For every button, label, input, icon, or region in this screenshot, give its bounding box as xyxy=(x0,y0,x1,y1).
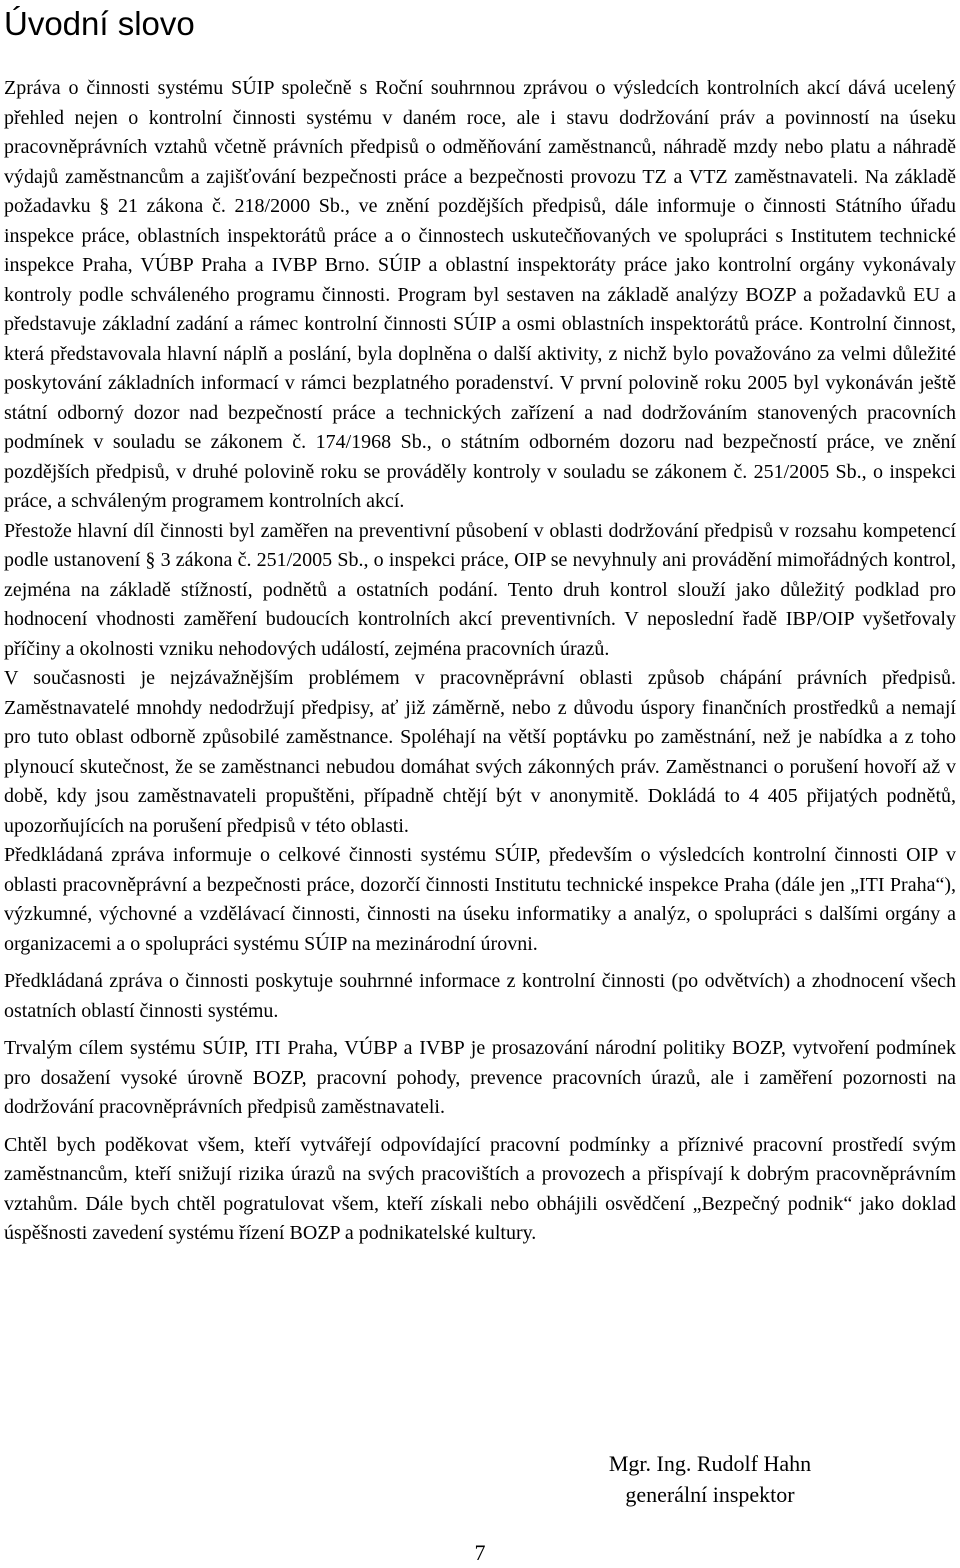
signature-role: generální inspektor xyxy=(625,1482,795,1507)
signature-block xyxy=(560,1448,860,1510)
paragraph-report-scope: Předkládaná zpráva informuje o celkové činnosti systému SÚIP, především o výsledcích kontrolní činnosti OIP v oblasti pracovněprávní a bezpečnosti práce, dozorčí činnosti Institutu technické inspekce Praha (dále jen „ITI Praha“), výzkumné, výchovné a vzdělávací činnosti, činnosti na úseku informatiky a analýz, o spolupráci s dalšími orgány a organizacemi a o spolupráci systému SÚIP na mezinárodní úrovni. xyxy=(4,844,956,955)
paragraph-summary: Předkládaná zpráva o činnosti poskytuje souhrnné informace z kontrolní činnosti (po odvětvích) a zhodnocení všech ostatních oblastí činnosti systému. xyxy=(4,970,956,1022)
document-body xyxy=(4,74,956,1249)
paragraph-current-problem: V současnosti je nejzávažnějším problémem v pracovněprávní oblasti způsob chápání právních předpisů. Zaměstnavatelé mnohdy nedodržují předpisy, ať již záměrně, nebo z důvodu úspory finančních prostředků a nemají pro tuto oblast odborně způsobilé zaměstnance. Spoléhají na větší poptávku po zaměstnání, než je nabídka a z toho plynoucí skutečnost, že se zaměstnanci nebudou domáhat svých zákonných práv. Zaměstnanci o porušení hovoří až v době, kdy jsou zaměstnavateli propuštěni, případně chtějí být v anonymitě. Dokládá to 4 405 přijatých podnětů, upozorňujících na porušení předpisů v této oblasti. xyxy=(4,667,956,837)
page-title: Úvodní slovo xyxy=(4,5,195,42)
paragraph-preventive: Přestože hlavní díl činnosti byl zaměřen na preventivní působení v oblasti dodržování předpisů v rozsahu kompetencí podle ustanovení § 3 zákona č. 251/2005 Sb., o inspekci práce, OIP se nevyhnuly ani provádění mimořádných kontrol, zejména na základě stížností, podnětů a ostatních podání. Tento druh kontrol slouží jako důležitý podklad pro hodnocení vhodnosti zaměření budoucích kontrolních akcí preventivních. V neposlední řadě IBP/OIP vyšetřovaly příčiny a okolnosti vzniku nehodových událostí, zejména pracovních úrazů. xyxy=(4,519,956,660)
signature-name: Mgr. Ing. Rudolf Hahn xyxy=(608,1451,812,1476)
paragraph-intro: Zpráva o činnosti systému SÚIP společně s Roční souhrnnou zprávou o výsledcích kontrolních akcí dává ucelený přehled nejen o kontrolní činnosti systému v daném roce, ale i stavu dodržování práv a povinností na úseku pracovněprávních vztahů včetně právních předpisů o odměňování zaměstnanců, náhradě mzdy nebo platu a náhradě výdajů zaměstnancům a zajišťování bezpečnosti práce a bezpečnosti provozu TZ a VTZ zaměstnavateli. Na základě požadavku § 21 zákona č. 218/2000 Sb., ve znění pozdějších předpisů, dále informuje o činnosti Státního úřadu inspekce práce, oblastních inspektorátů práce a o činnostech uskutečňovaných ve spolupráci s Institutem technické inspekce Praha, VÚBP Praha a IVBP Brno. SÚIP a oblastní inspektoráty práce jako kontrolní orgány vykonávaly kontroly podle schváleného programu činnosti. Program byl sestaven na základě analýzy BOZP a požadavků EU a představuje základní zadání a rámec kontrolní činnosti SÚIP a osmi oblastních inspektorátů práce. Kontrolní činnost, která představovala hlavní náplň a poslání, byla doplněna o další aktivity, z nichž bylo považováno za velmi důležité poskytování základních informací v rámci bezplatného poradenství. V první polovině roku 2005 byl vykonáván ještě státní odborný dozor nad bezpečností práce a technických zařízení a nad dodržováním stanovených pracovních podmínek v souladu se zákonem č. 174/1968 Sb., o státním odborném dozoru nad bezpečností práce, ve znění pozdějších předpisů, v druhé polovině roku se prováděly kontroly v souladu se zákonem č. 251/2005 Sb., o inspekci práce, a schváleným programem kontrolních akcí. xyxy=(4,77,956,512)
page-number: 7 xyxy=(474,1540,486,1565)
paragraph-thanks: Chtěl bych poděkovat všem, kteří vytvářejí odpovídající pracovní podmínky a příznivé pracovní prostředí svým zaměstnancům, kteří snižují rizika úrazů na svých pracovištích a provozech a přispívají k dobrým pracovněprávním vztahům. Dále bych chtěl pogratulovat všem, kteří získali nebo obhájili osvědčení „Bezpečný podnik“ jako doklad úspěšnosti zavedení systému řízení BOZP a podnikatelské kultury. xyxy=(4,1133,956,1244)
paragraph-goal: Trvalým cílem systému SÚIP, ITI Praha, VÚBP a IVBP je prosazování národní politiky BOZP, vytvoření podmínek pro dosažení vysoké úrovně BOZP, pracovní pohody, prevence pracovních úrazů, ale i zaměření pozornosti na dodržování pracovněprávních předpisů zaměstnavateli. xyxy=(4,1037,956,1118)
